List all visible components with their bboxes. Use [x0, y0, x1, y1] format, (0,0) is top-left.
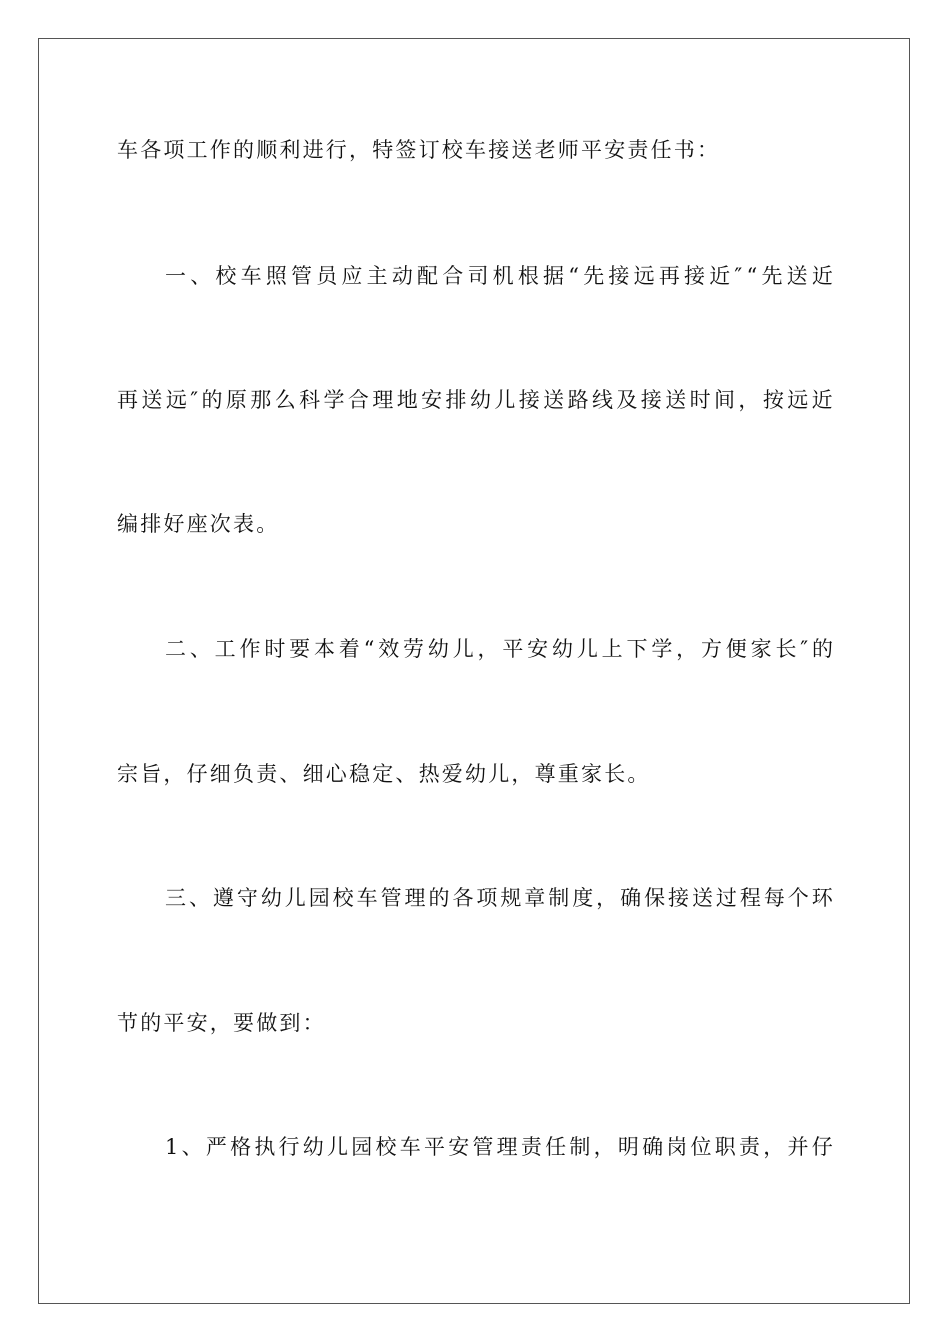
text-line-7 [165, 884, 833, 912]
text-char: 配 [417, 264, 439, 288]
text-char: 根 [517, 264, 539, 288]
text-char: 车 [399, 1135, 421, 1159]
text-char: 保 [644, 886, 666, 910]
text-char: 仔 [811, 1135, 833, 1159]
text-char: 家 [750, 637, 772, 661]
text-char: 据 [543, 264, 565, 288]
text-char: ， [477, 637, 499, 661]
text-char: 岗 [666, 1135, 688, 1159]
text-char: 车 [356, 886, 378, 910]
text-char: ″ [800, 637, 809, 661]
text-char: 送 [141, 388, 163, 412]
text-char: 那 [250, 388, 272, 412]
text-char: 理 [496, 1135, 518, 1159]
text-char: 再 [658, 264, 680, 288]
text-char: 的 [811, 637, 833, 661]
text-char: “ [363, 637, 375, 661]
text-char: 长 [775, 637, 797, 661]
text-char: 位 [690, 1135, 712, 1159]
text-char: 理 [372, 388, 394, 412]
text-char: 儿 [494, 388, 516, 412]
text-char: 行 [278, 1135, 300, 1159]
text-char: 的 [428, 886, 450, 910]
text-char: 近 [811, 264, 833, 288]
text-char: 效 [378, 637, 400, 661]
text-char: ， [676, 637, 698, 661]
text-char: 安 [527, 637, 549, 661]
text-char: 远 [633, 264, 655, 288]
text-char: ， [596, 886, 618, 910]
text-char: 制 [548, 886, 570, 910]
text-char: 合 [347, 388, 369, 412]
text-char: 责 [739, 1135, 760, 1159]
text-char: 安 [448, 1135, 470, 1159]
text-line-6: 宗旨，仔细负责、细心稳定、热爱幼儿，尊重家长。 [117, 762, 651, 786]
text-char: 幼 [469, 388, 491, 412]
text-char: 时 [264, 637, 286, 661]
text-char: 远 [165, 388, 187, 412]
text-char: 按 [762, 388, 784, 412]
text-char: 机 [492, 264, 514, 288]
text-char: 执 [254, 1135, 276, 1159]
text-char: 线 [591, 388, 613, 412]
text-char: 幼 [552, 637, 573, 661]
text-char: 路 [567, 388, 589, 412]
text-char: ， [738, 388, 760, 412]
text-char: 、 [181, 1135, 203, 1159]
text-char: 环 [811, 886, 833, 910]
text-char: 、 [189, 637, 211, 661]
text-char: 明 [617, 1135, 639, 1159]
text-char: 地 [396, 388, 418, 412]
text-char: ， [593, 1135, 615, 1159]
text-line-3 [117, 386, 833, 414]
text-char: 接 [608, 264, 630, 288]
text-char: 儿 [327, 1135, 349, 1159]
text-char: 二 [165, 637, 186, 661]
text-char: 幼 [427, 637, 449, 661]
text-char: 远 [787, 388, 809, 412]
text-char: 园 [308, 886, 330, 910]
text-line-9 [165, 1133, 833, 1161]
text-char: 原 [225, 388, 247, 412]
text-char: 作 [239, 637, 261, 661]
text-char: 管 [380, 886, 402, 910]
text-char: 接 [640, 388, 662, 412]
text-char: 应 [341, 264, 363, 288]
text-line-4: 编排好座次表。 [117, 512, 280, 536]
text-char: 再 [117, 388, 138, 412]
text-char: ″ [734, 264, 743, 288]
text-char: 学 [323, 388, 345, 412]
text-char: 要 [289, 637, 311, 661]
text-char: 职 [714, 1135, 736, 1159]
text-char: 严 [205, 1135, 227, 1159]
text-char: 送 [691, 886, 713, 910]
text-char: 章 [524, 886, 546, 910]
text-char: 程 [739, 886, 761, 910]
text-char: 先 [583, 264, 605, 288]
text-char: 校 [375, 1135, 397, 1159]
text-char: 度 [572, 886, 594, 910]
text-char: 的 [201, 388, 223, 412]
text-char: 儿 [284, 886, 306, 910]
text-char: 接 [518, 388, 540, 412]
text-char: 每 [763, 886, 785, 910]
text-char: 学 [651, 637, 673, 661]
text-char: 合 [442, 264, 464, 288]
text-char: 工 [214, 637, 236, 661]
text-char: 间 [714, 388, 736, 412]
text-char: 确 [642, 1135, 664, 1159]
text-char: 个 [787, 886, 809, 910]
text-char: 及 [616, 388, 638, 412]
text-char: 下 [626, 637, 648, 661]
text-char: 方 [700, 637, 722, 661]
text-char: 一 [165, 264, 186, 288]
text-char: 安 [421, 388, 443, 412]
text-char: 劳 [403, 637, 425, 661]
text-char: 格 [230, 1135, 252, 1159]
text-char: 送 [543, 388, 565, 412]
text-char: 制 [569, 1135, 591, 1159]
text-char: 平 [502, 637, 524, 661]
text-char: 幼 [302, 1135, 324, 1159]
text-line-8: 节的平安，要做到： [117, 1011, 326, 1035]
text-line-2 [165, 262, 833, 290]
text-char: 规 [500, 886, 522, 910]
text-char: 三 [165, 886, 186, 910]
text-char: 接 [668, 886, 690, 910]
text-char: 管 [472, 1135, 494, 1159]
text-char: 、 [190, 264, 212, 288]
text-char: 平 [423, 1135, 445, 1159]
text-char: 么 [274, 388, 296, 412]
text-char: 确 [620, 886, 642, 910]
text-line-1: 车各项工作的顺利进行，特签订校车接送老师平安责任书： [117, 138, 721, 162]
text-char: 项 [476, 886, 498, 910]
text-char: 便 [725, 637, 747, 661]
text-char: ″ [190, 388, 199, 412]
text-line-5 [165, 635, 833, 663]
text-char: 接 [684, 264, 706, 288]
text-char: 员 [316, 264, 338, 288]
text-char: 儿 [452, 637, 474, 661]
text-char: 近 [811, 388, 833, 412]
text-char: 园 [351, 1135, 373, 1159]
text-char: 动 [391, 264, 413, 288]
text-char: 近 [709, 264, 731, 288]
text-char: 司 [467, 264, 489, 288]
text-char: 先 [761, 264, 783, 288]
text-char: 主 [366, 264, 388, 288]
text-char: 校 [332, 886, 354, 910]
text-char: 校 [215, 264, 237, 288]
text-char: 理 [404, 886, 426, 910]
text-char: 过 [715, 886, 737, 910]
text-char: 送 [665, 388, 687, 412]
text-char: 遵 [212, 886, 234, 910]
text-char: 排 [445, 388, 467, 412]
text-char: “ [568, 264, 579, 288]
text-char: 、 [188, 886, 210, 910]
page-border [38, 38, 910, 1304]
text-char: 管 [291, 264, 313, 288]
text-char: 送 [786, 264, 808, 288]
text-char: “ [746, 264, 758, 288]
text-char: 着 [338, 637, 360, 661]
text-char: 照 [265, 264, 287, 288]
text-char: 上 [601, 637, 623, 661]
text-char: 车 [240, 264, 262, 288]
text-char: 儿 [576, 637, 598, 661]
text-char: 守 [236, 886, 258, 910]
text-char: ， [763, 1135, 785, 1159]
text-char: 幼 [260, 886, 282, 910]
text-char: 时 [689, 388, 711, 412]
text-char: 责 [520, 1135, 542, 1159]
text-char: 任 [545, 1135, 567, 1159]
text-char: 并 [787, 1135, 809, 1159]
text-char: 各 [452, 886, 474, 910]
text-char: 科 [299, 388, 321, 412]
text-char: 1 [165, 1135, 179, 1159]
text-char: 本 [313, 637, 335, 661]
